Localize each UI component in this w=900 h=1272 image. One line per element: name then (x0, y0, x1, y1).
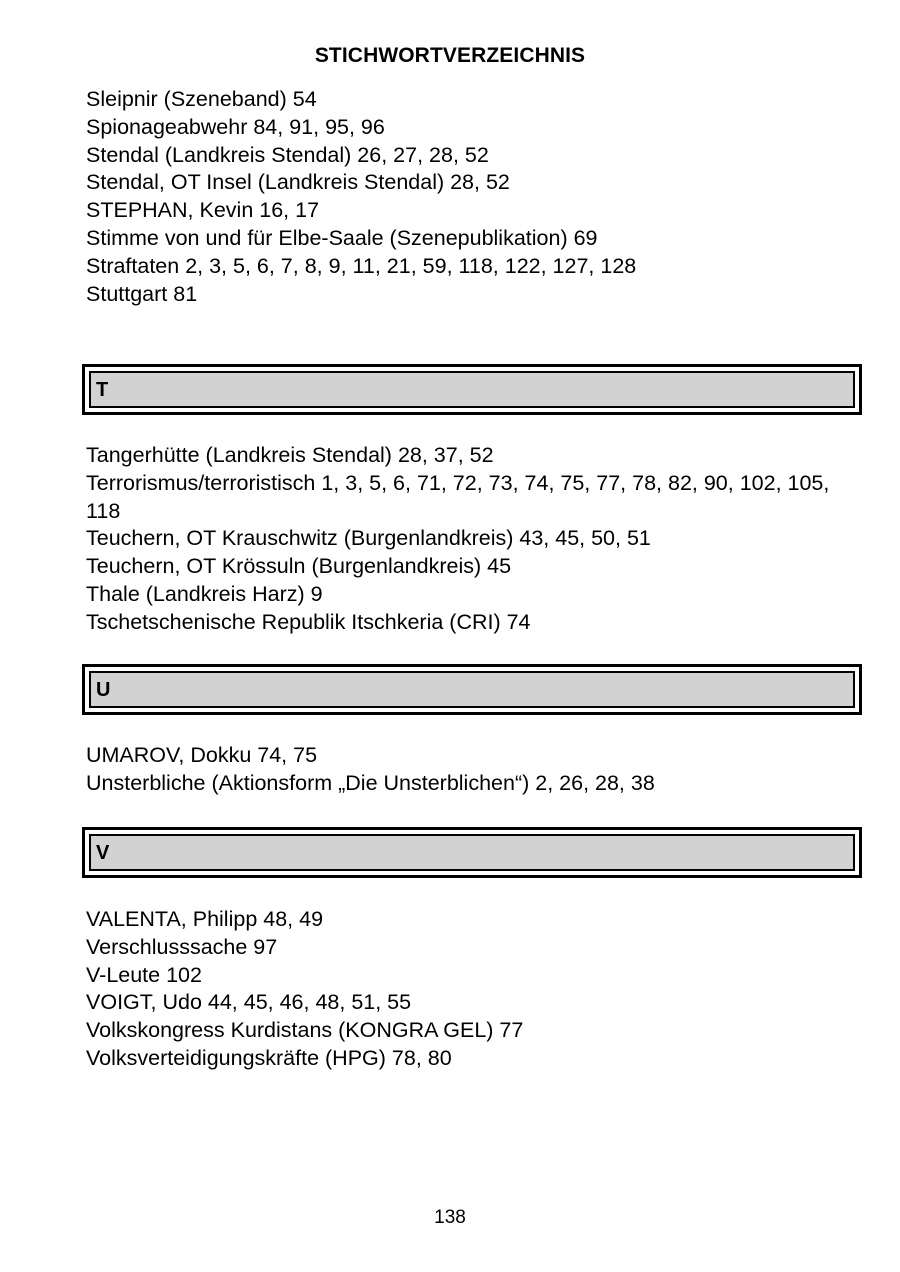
index-entry: STEPHAN, Kevin 16, 17 (86, 198, 320, 223)
index-entry: VALENTA, Philipp 48, 49 (86, 907, 324, 931)
entry-list-t (86, 442, 866, 637)
letter-header-v (82, 827, 862, 878)
entry-list-s (86, 86, 866, 308)
entry-list-u (86, 742, 866, 798)
index-entry: Spionageabwehr 84, 91, 95, 96 (86, 114, 385, 139)
index-entry: Stuttgart 81 (86, 281, 198, 306)
index-entry: Thale (Landkreis Harz) 9 (86, 581, 323, 606)
index-entry: Unsterbliche (Aktionsform „Die Unsterblichen“) 2, 26, 28, 38 (86, 770, 655, 795)
letter-header-fill (89, 371, 855, 408)
letter-label: T (96, 379, 109, 401)
letter-label: U (96, 679, 111, 701)
index-entry: Tangerhütte (Landkreis Stendal) 28, 37, 52 (86, 443, 494, 467)
index-entry: Straftaten 2, 3, 5, 6, 7, 8, 9, 11, 21, 59, 118, 122, 127, 128 (86, 253, 637, 278)
index-entry: Terrorismus/terroristisch 1, 3, 5, 6, 71, 72, 73, 74, 75, 77, 78, 82, 90, 102, 105, 118 (86, 470, 830, 523)
letter-label: V (96, 842, 110, 864)
index-entry: Verschlusssache 97 (86, 934, 278, 959)
page-title: STICHWORTVERZEICHNIS (314, 44, 586, 67)
index-entry: Teuchern, OT Krauschwitz (Burgenlandkreis) 43, 45, 50, 51 (86, 526, 651, 551)
index-entry: V-Leute 102 (86, 962, 202, 987)
index-entry: Sleipnir (Szeneband) 54 (86, 87, 317, 111)
index-entry: UMAROV, Dokku 74, 75 (86, 743, 318, 767)
page-number: 138 (434, 1207, 466, 1228)
index-entry: Teuchern, OT Krössuln (Burgenlandkreis) 45 (86, 554, 512, 579)
index-entry: Stendal, OT Insel (Landkreis Stendal) 28, 52 (86, 170, 510, 195)
letter-header-fill (89, 834, 855, 871)
letter-header-fill (89, 671, 855, 708)
index-entry: Stendal (Landkreis Stendal) 26, 27, 28, 52 (86, 142, 489, 167)
letter-header-u (82, 664, 862, 715)
index-entry: VOIGT, Udo 44, 45, 46, 48, 51, 55 (86, 990, 412, 1015)
index-entry: Stimme von und für Elbe-Saale (Szenepublikation) 69 (86, 225, 598, 250)
entry-list-v (86, 906, 866, 1073)
index-entry: Volkskongress Kurdistans (KONGRA GEL) 77 (86, 1018, 524, 1043)
letter-header-t (82, 364, 862, 415)
index-entry: Tschetschenische Republik Itschkeria (CRI) 74 (86, 609, 531, 634)
index-entry: Volksverteidigungskräfte (HPG) 78, 80 (86, 1045, 452, 1070)
